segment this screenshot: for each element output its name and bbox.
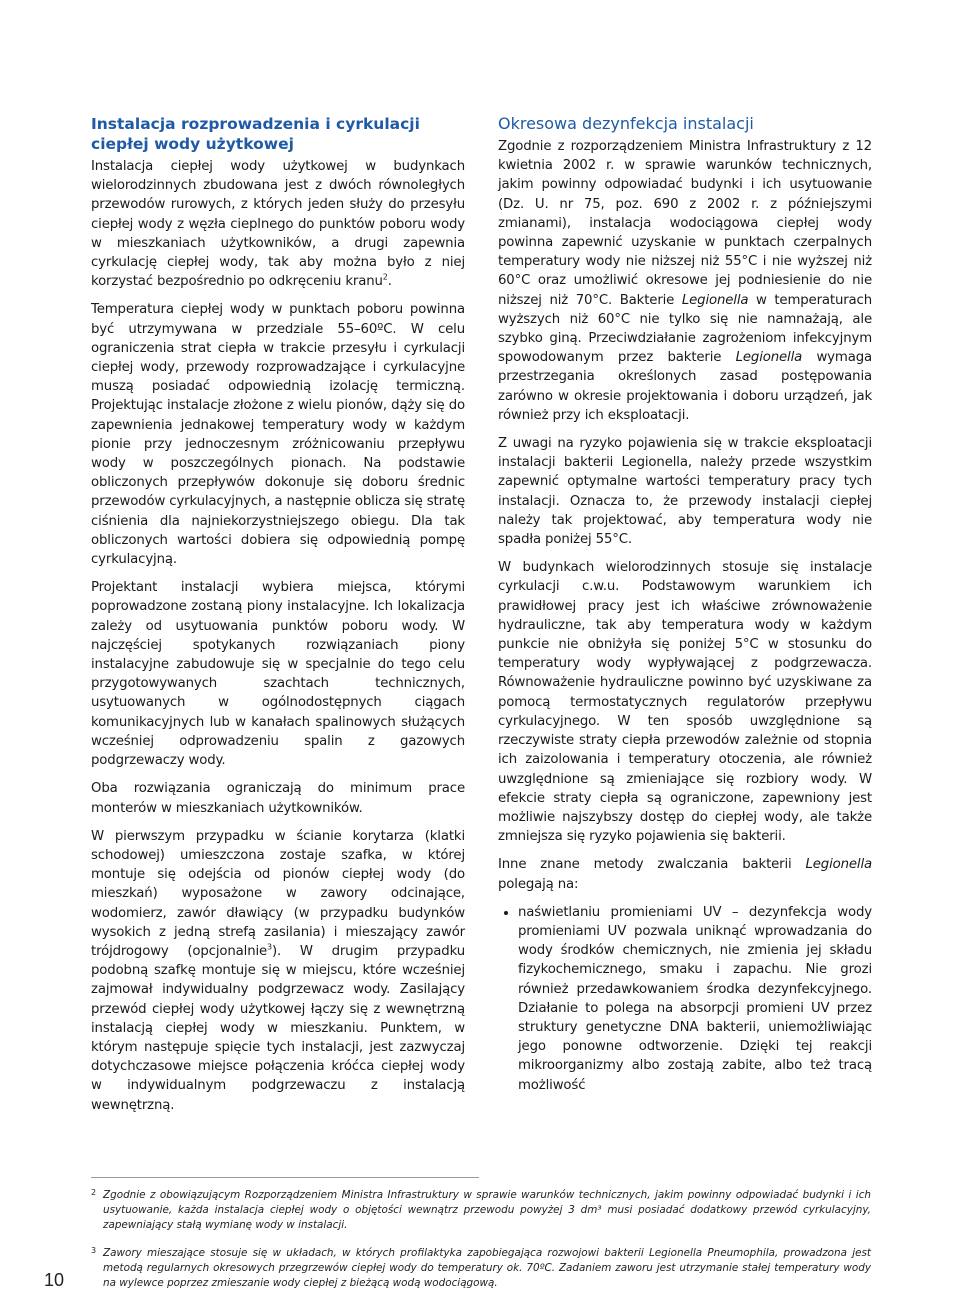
list-item: • naświetlaniu promieniami UV – dezynfekcja wody promieniami UV pozwala uniknąć wprowadzania do wody środków chemicznych, nie zmienia jej składu fizykochemicznego, smaku i zapachu. Nie grozi również przedawkowaniem środka dezynfekcyjnego. Działanie to polega na absorpcji promieni UV przez struktury genetyczne DNA bakterii, uniemożliwiając jego ponowne odtworzenie. Dzięki tej reakcji mikroorganizmy albo zostają zabite, albo też tracą możliwość	[518, 903, 872, 1095]
footnote-ref: 2	[382, 272, 388, 282]
paragraph: Z uwagi na ryzyko pojawienia się w trakcie eksploatacji instalacji bakterii Legionella, należy przede wszystkim zapewnić optymalne wartości temperatury pracy tych instalacji. Oznacza to, że przewody instalacji ciepłej należy tak projektować, aby temperatura wody nie spadła poniżej 55°C.	[498, 436, 872, 548]
footnote-mark: 3	[91, 1245, 97, 1255]
paragraph: W pierwszym przypadku w ścianie korytarza (klatki schodowej) umieszczona zostaje szafka, w której montuje się odejścia od pionów ciepłej wody (do mieszkań) wyposażone w zawory odcinające, wodomierz, zawór dławiący (w przypadku budynków wysokich z jedną strefą zasilania) i mieszający zawór trójdrogowy (opcjonalnie$^3$). W drugim przypadku podobną szafkę montuje się w miejscu, które wcześniej zajmował indywidualny podgrzewacz wody. Zasilający przewód ciepłej wody użytkowej łączy się z wewnętrzną instalacją ciepłej wody w mieszkaniu. Punktem, w którym następuje spięcie tych instalacji, jest zazwyczaj dotychczasowe miejsce połączenia króćca ciepłej wody w indywidualnym podgrzewaczu z instalacją wewnętrzną.	[91, 828, 465, 1113]
paragraph: Zgodnie z rozporządzeniem Ministra Infrastruktury z 12 kwietnia 2002 r. w sprawie warunków technicznych, jakim powinny odpowiadać budynki i ich usytuowanie (Dz. U. nr 75, poz. 690 z 2002 r. z późniejszymi zmianami), instalacja wodociągowa ciepłej wody powinna zapewnić uzyskanie w punktach czerpalnych temperatury wody nie niższej niż 55°C i nie wyższej niż 60°C oraz umożliwić okresowe jej podniesienie do nie niższej niż 70°C. Bakterie Legionella w temperaturach wyższych niż 60°C nie tylko się nie namnażają, ale szybko giną. Przeciwdziałanie zagrożeniom infekcyjnym spowodowanym przez bakterie Legionella wymaga przestrzegania określonych zasad postępowania zarówno w okresie projektowania i doboru urządzeń, jak również przy ich eksploatacji.	[498, 139, 872, 423]
section-heading-disinfection: Okresowa dezynfekcja instalacji	[498, 114, 754, 133]
right-column	[498, 114, 872, 1095]
footnote-2: 2 Zgodnie z obowiązującym Rozporządzeniem Ministra Infrastruktury w sprawie warunków technicznych, jakim powinny odpowiadać budynki i ich usytuowanie, każda instalacja ciepłej wody o objętości wewnątrz przewodu powyżej 3 dm³ musi posiadać dodatkowy przewód cyrkulacyjny, zapewniający stałą wymianę wody w instalacji.	[91, 1188, 871, 1234]
left-column	[91, 114, 465, 1124]
footnotes	[91, 1176, 871, 1291]
paragraph: Inne znane metody zwalczania bakterii Legionella polegają na:	[498, 857, 872, 892]
paragraph: W budynkach wielorodzinnych stosuje się instalacje cyrkulacji c.w.u. Podstawowym warunkiem ich prawidłowej pracy jest ich właściwe zrównoważenie hydrauliczne, tak aby temperatura wody w każdym punkcie nie obniżyła się poniżej 5°C w stosunku do temperatury wody wypływającej z podgrzewacza. Równoważenie hydrauliczne powinno być uzyskiwane za pomocą termostatycznych regulatorów przepływu cyrkulacyjnego. W ten sposób uwzględnione są rzeczywiste straty ciepła przewodów zależnie od stopnia ich zaizolowania i temperatury otoczenia, ale również uwzględnione są zmieniające się rozbiory wody. W efekcie straty ciepła są ograniczone, zapewniony jest możliwie najszybszy dostęp do ciepłej wody, ale także zmniejsza się ryzyko pojawienia się bakterii.	[498, 560, 872, 845]
paragraph: Temperatura ciepłej wody w punktach poboru powinna być utrzymywana w przedziale 55–60ºC. W celu ograniczenia strat ciepła w trakcie przesyłu i cyrkulacji ciepłej wody, przewody rozprowadzające i cyrkulacyjne muszą posiadać odpowiednią izolację termiczną. Projektując instalacje złożone z wielu pionów, dąży się do zapewnienia jednakowej temperatury wody w każdym pionie przy jednoczesnym zróżnicowaniu przepływu wody w poszczególnych pionach. Na podstawie obliczonych przepływów dokonuje się doboru średnic przewodów cyrkulacyjnych, a następnie oblicza się stratę ciśnienia dla najniekorzystniejszego obiegu. Dla tak obliczonych wartości dobiera się odpowiednią pompę cyrkulacyjną.	[91, 302, 465, 568]
method-list	[498, 903, 872, 1095]
paragraph: Projektant instalacji wybiera miejsca, którymi poprowadzone zostaną piony instalacyjne. Ich lokalizacja zależy od usytuowania punktów poboru wody. W najczęściej spotykanych rozwiązaniach piony instalacyjne zabudowuje się w specjalnie do tego celu przygotowywanych szachtach technicznych, usytuowanych w ogólnodostępnych ciągach komunikacyjnych lub w kanałach spalinowych służących wcześniej odprowadzeniu spalin z gazowych podgrzewaczy wody.	[91, 580, 465, 769]
section-heading-hot-water-installation: Instalacja rozprowadzenia i cyrkulacji ciepłej wody użytkowej	[91, 115, 420, 153]
paragraph: Oba rozwiązania ograniczają do minimum prace monterów w mieszkaniach użytkowników.	[91, 781, 465, 816]
footnote-mark: 2	[91, 1188, 97, 1197]
page-number: 10	[44, 1270, 65, 1290]
footnote-ref: 3	[267, 942, 272, 952]
footnote-3: 3 Zawory mieszające stosuje się w układach, w których profilaktyka zapobiegająca rozwojowi bakterii Legionella Pneumophila, prowadzona jest metodą regularnych okresowych przegrzewów ciepłej wody do temperatury ok. 70ºC. Zadaniem zaworu jest utrzymanie stałej temperatury wody na wylewce poprzez zmieszanie wody ciepłej z bieżącą wodą wodociągową.	[91, 1246, 871, 1292]
paragraph: Instalacja ciepłej wody użytkowej w budynkach wielorodzinnych zbudowana jest z dwóch równoległych przewodów rurowych, z których jeden służy do przesyłu ciepłej wody z węzła cieplnego do punktów poboru wody w mieszkaniach użytkowników, a drugi zapewnia cyrkulację ciepłej wody, tak aby można było z niej korzystać bezpośrednio po odkręceniu kranu$^2$.	[91, 159, 465, 290]
